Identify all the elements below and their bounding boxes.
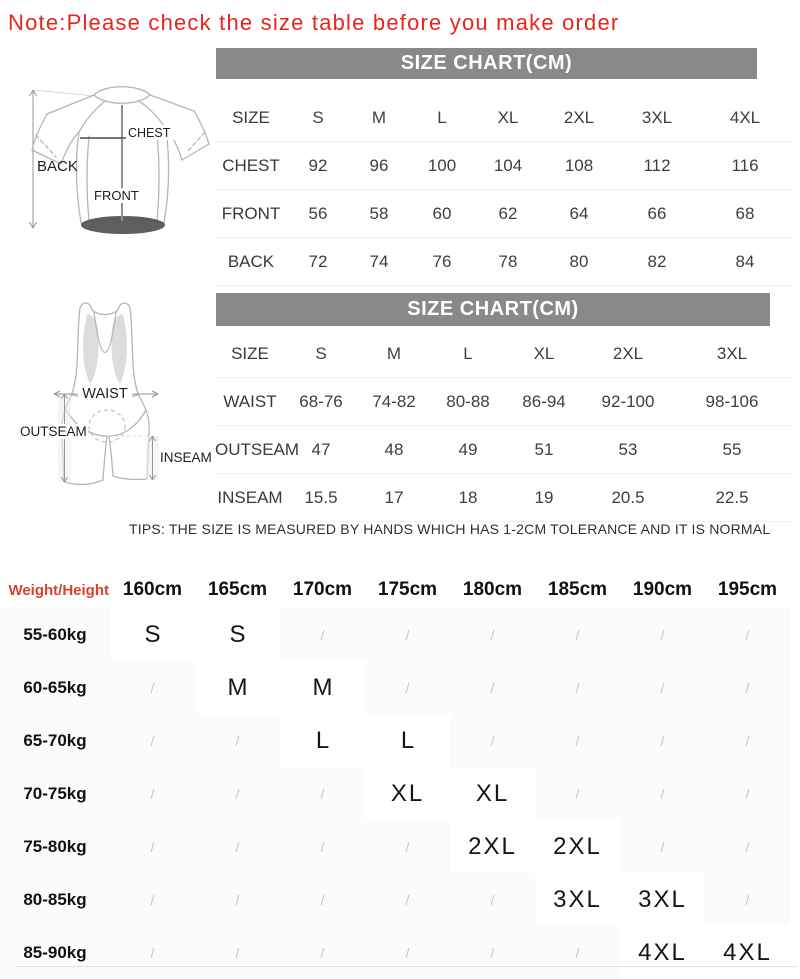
- tolerance-note: TIPS: THE SIZE IS MEASURED BY HANDS WHICH HAS 1-2CM TOLERANCE AND IT IS NORMAL: [129, 521, 771, 537]
- size-cell: 74: [348, 238, 410, 286]
- size-table-row: [214, 474, 792, 522]
- weight-row-label: 65-70kg: [0, 714, 110, 767]
- size-cell: 17: [356, 474, 432, 522]
- fit-cell-empty: /: [195, 714, 280, 767]
- size-cell: 80-88: [432, 378, 504, 426]
- fit-cell-empty: /: [280, 820, 365, 873]
- size-cell: 66: [616, 190, 698, 238]
- size-cell: M: [356, 330, 432, 378]
- weight-row-label: 75-80kg: [0, 820, 110, 873]
- size-row-label: SIZE: [214, 94, 288, 142]
- size-cell: S: [288, 94, 348, 142]
- size-cell: XL: [474, 94, 542, 142]
- fit-cell-empty: /: [365, 820, 450, 873]
- size-cell: 15.5: [286, 474, 356, 522]
- weight-row-label: 60-65kg: [0, 661, 110, 714]
- fit-cell-empty: /: [195, 873, 280, 926]
- size-row-label: OUTSEAM: [214, 426, 286, 474]
- fit-cell-empty: /: [195, 767, 280, 820]
- fit-cell-size: S: [110, 608, 195, 661]
- height-column-header: 180cm: [462, 579, 523, 600]
- weight-row-label: 85-90kg: [0, 926, 110, 979]
- size-cell: 86-94: [504, 378, 584, 426]
- size-cell: 84: [698, 238, 792, 286]
- fit-cell-size: S: [195, 608, 280, 661]
- fit-row: [0, 926, 790, 979]
- fit-cell-empty: /: [195, 926, 280, 979]
- fit-cell-empty: /: [110, 661, 195, 714]
- fit-cell-size: M: [195, 661, 280, 714]
- fit-cell-empty: /: [365, 873, 450, 926]
- size-cell: 3XL: [672, 330, 792, 378]
- shorts-size-table: [214, 330, 792, 522]
- fit-cell-empty: /: [110, 767, 195, 820]
- size-cell: XL: [504, 330, 584, 378]
- fit-cell-empty: /: [450, 714, 535, 767]
- fit-cell-size: 2XL: [450, 820, 535, 873]
- size-cell: 100: [410, 142, 474, 190]
- size-cell: 92: [288, 142, 348, 190]
- fit-cell-size: 3XL: [535, 873, 620, 926]
- fit-cell-empty: /: [365, 661, 450, 714]
- size-cell: 53: [584, 426, 672, 474]
- fit-cell-empty: /: [535, 608, 620, 661]
- fit-row: [0, 873, 790, 926]
- size-cell: S: [286, 330, 356, 378]
- fit-cell-empty: /: [110, 926, 195, 979]
- size-cell: 98-106: [672, 378, 792, 426]
- size-cell: 2XL: [584, 330, 672, 378]
- size-cell: 68-76: [286, 378, 356, 426]
- size-cell: 112: [616, 142, 698, 190]
- fit-cell-empty: /: [705, 661, 790, 714]
- height-column-header: 165cm: [207, 579, 268, 600]
- size-cell: 3XL: [616, 94, 698, 142]
- fit-cell-empty: /: [450, 608, 535, 661]
- fit-cell-empty: /: [110, 873, 195, 926]
- fit-cell-empty: /: [365, 608, 450, 661]
- fit-cell-empty: /: [535, 661, 620, 714]
- weight-row-label: 80-85kg: [0, 873, 110, 926]
- fit-cell-size: 2XL: [535, 820, 620, 873]
- outseam-label: OUTSEAM: [20, 424, 87, 439]
- size-cell: 64: [542, 190, 616, 238]
- jersey-size-chart-title: SIZE CHART(CM): [216, 48, 757, 79]
- height-column-header: 185cm: [547, 579, 608, 600]
- size-cell: 60: [410, 190, 474, 238]
- jersey-measure-diagram: [5, 78, 220, 242]
- weight-height-fit-table: [0, 572, 790, 979]
- fit-cell-empty: /: [620, 714, 705, 767]
- weight-row-label: 55-60kg: [0, 608, 110, 661]
- size-row-label: BACK: [214, 238, 288, 286]
- waist-label: WAIST: [82, 386, 128, 402]
- size-cell: 18: [432, 474, 504, 522]
- height-column-header: 170cm: [292, 579, 353, 600]
- size-cell: 116: [698, 142, 792, 190]
- fit-cell-empty: /: [705, 820, 790, 873]
- size-cell: 55: [672, 426, 792, 474]
- fit-cell-empty: /: [535, 714, 620, 767]
- fit-cell-empty: /: [705, 767, 790, 820]
- size-row-label: INSEAM: [214, 474, 286, 522]
- weight-height-corner-label: Weight/Height: [8, 581, 109, 599]
- height-column-header: 175cm: [377, 579, 438, 600]
- fit-cell-empty: /: [280, 926, 365, 979]
- fit-cell-size: L: [280, 714, 365, 767]
- size-cell: 76: [410, 238, 474, 286]
- size-row-label: SIZE: [214, 330, 286, 378]
- fit-cell-size: XL: [365, 767, 450, 820]
- size-cell: 72: [288, 238, 348, 286]
- height-column-header: 195cm: [717, 579, 778, 600]
- size-cell: 47: [286, 426, 356, 474]
- shorts-measure-diagram: [8, 298, 218, 510]
- fit-row: [0, 767, 790, 820]
- size-cell: 4XL: [698, 94, 792, 142]
- size-cell: 80: [542, 238, 616, 286]
- order-note: Note:Please check the size table before you make order: [8, 10, 620, 35]
- fit-cell-size: XL: [450, 767, 535, 820]
- fit-row: [0, 714, 790, 767]
- size-cell: M: [348, 94, 410, 142]
- size-cell: 58: [348, 190, 410, 238]
- size-cell: 49: [432, 426, 504, 474]
- height-column-header: 190cm: [632, 579, 693, 600]
- size-cell: 51: [504, 426, 584, 474]
- fit-cell-empty: /: [705, 873, 790, 926]
- size-row-label: CHEST: [214, 142, 288, 190]
- size-cell: 2XL: [542, 94, 616, 142]
- size-cell: 78: [474, 238, 542, 286]
- size-table-row: [214, 330, 792, 378]
- size-cell: 96: [348, 142, 410, 190]
- chest-label: CHEST: [128, 126, 171, 140]
- size-cell: 48: [356, 426, 432, 474]
- size-cell: L: [432, 330, 504, 378]
- size-cell: 20.5: [584, 474, 672, 522]
- size-cell: 108: [542, 142, 616, 190]
- size-cell: L: [410, 94, 474, 142]
- size-cell: 82: [616, 238, 698, 286]
- size-table-row: [214, 238, 792, 286]
- leader-line: [33, 90, 95, 96]
- fit-cell-empty: /: [620, 767, 705, 820]
- fit-row: [0, 820, 790, 873]
- fit-row: [0, 661, 790, 714]
- fit-cell-empty: /: [705, 714, 790, 767]
- fit-cell-empty: /: [450, 926, 535, 979]
- fit-cell-empty: /: [365, 926, 450, 979]
- fit-cell-empty: /: [280, 767, 365, 820]
- fit-cell-empty: /: [450, 661, 535, 714]
- fit-cell-empty: /: [450, 873, 535, 926]
- fit-header-row: [0, 572, 790, 608]
- fit-cell-empty: /: [280, 608, 365, 661]
- fit-cell-empty: /: [620, 661, 705, 714]
- fit-cell-empty: /: [110, 714, 195, 767]
- back-label: BACK: [37, 158, 78, 175]
- height-column-header: 160cm: [122, 579, 183, 600]
- size-row-label: WAIST: [214, 378, 286, 426]
- size-cell: 68: [698, 190, 792, 238]
- fit-cell-size: 4XL: [705, 926, 790, 979]
- fit-cell-size: 3XL: [620, 873, 705, 926]
- size-table-row: [214, 94, 792, 142]
- fit-cell-empty: /: [535, 926, 620, 979]
- inseam-label: INSEAM: [160, 450, 212, 465]
- fit-cell-empty: /: [195, 820, 280, 873]
- fit-cell-empty: /: [620, 820, 705, 873]
- jersey-size-table: [214, 94, 792, 286]
- fit-row: [0, 608, 790, 661]
- shorts-size-chart-title: SIZE CHART(CM): [216, 293, 770, 326]
- size-table-row: [214, 142, 792, 190]
- front-label: FRONT: [94, 188, 139, 203]
- fit-cell-empty: /: [705, 608, 790, 661]
- fit-cell-empty: /: [535, 767, 620, 820]
- size-table-row: [214, 190, 792, 238]
- size-cell: 74-82: [356, 378, 432, 426]
- size-cell: 22.5: [672, 474, 792, 522]
- size-table-row: [214, 378, 792, 426]
- size-cell: 104: [474, 142, 542, 190]
- size-cell: 62: [474, 190, 542, 238]
- fit-cell-empty: /: [280, 873, 365, 926]
- weight-row-label: 70-75kg: [0, 767, 110, 820]
- fit-cell-empty: /: [110, 820, 195, 873]
- bottom-divider: [15, 966, 798, 967]
- size-table-row: [214, 426, 792, 474]
- fit-cell-size: L: [365, 714, 450, 767]
- fit-cell-size: 4XL: [620, 926, 705, 979]
- size-cell: 19: [504, 474, 584, 522]
- size-row-label: FRONT: [214, 190, 288, 238]
- size-cell: 56: [288, 190, 348, 238]
- size-cell: 92-100: [584, 378, 672, 426]
- fit-cell-empty: /: [620, 608, 705, 661]
- fit-cell-size: M: [280, 661, 365, 714]
